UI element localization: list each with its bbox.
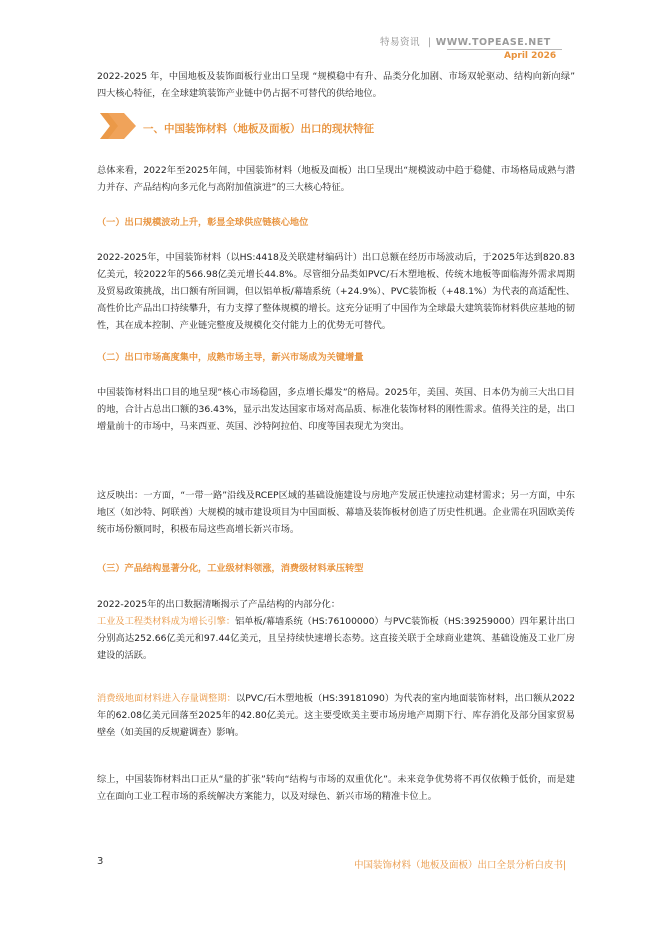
subsection-body-2a: 中国装饰材料出口目的地呈现“核心市场稳固，多点增长爆发”的格局。2025年，美国、英国、日本仍为前三大出口目的地，合计占总出口额的36.43%，显示出发达国家市场对高品质、标准化装饰材料的刚性需求。值得关注的是，出口增量前十的市场中，马来西亚、英国、沙特阿拉伯、印度等国表现尤为突出。 [97,387,575,432]
header-brand-line [380,34,551,48]
subsection-lead-3: 2022-2025年的出口数据清晰揭示了产品结构的内部分化： [97,599,341,610]
item-label-industrial: 工业及工程类材料成为增长引擎： [97,616,236,627]
item-text-consumer: 以PVC/石木塑地板（HS:39181090）为代表的室内地面装饰材料，出口额从2022年的62.08亿美元回落至2025年的42.80亿美元。这主要受欧美主要市场房地产周期下行、库存消化及部分国家贸易壁垒（如美国的反规避调查）影响。 [97,693,575,738]
subsection-title-2: （二）出口市场高度集中，成熟市场主导，新兴市场成为关键增量 [97,352,364,363]
section-title: 一、中国装饰材料（地板及面板）出口的现状特征 [143,123,374,135]
conclusion-paragraph: 综上，中国装饰材料出口正从“量的扩张”转向“结构与市场的双重优化”。未来竞争优势将不再仅依赖于低价，而是建立在面向工业工程市场的系统解决方案能力，以及对绿色、新兴市场的精准卡位上。 [97,774,575,802]
item-text-industrial: 铝单板/幕墙系统（HS:76100000）与PVC装饰板（HS:39259000）四年累计出口分别高达252.66亿美元和97.44亿美元，且呈持续快速增长态势。这直接关联于全球商业建筑、基础设施及工业厂房建设的活跃。 [97,616,575,661]
footer-doc-title: 中国装饰材料（地板及面板）出口全景分析白皮书| [354,860,567,871]
item-label-consumer: 消费级地面材料进入存量调整期： [97,693,236,704]
subsection-title-3: （三）产品结构显著分化，工业级材料领涨，消费级材料承压转型 [97,563,364,574]
brand-name: 特易资讯 [380,37,421,48]
header-divider [447,49,562,50]
subsection-body-1: 2022-2025年，中国装饰材料（以HS:4418及关联建材编码计）出口总额在经历市场波动后，于2025年达到820.83亿美元，较2022年的566.98亿美元增长44.8%。尽管细分品类如PVC/石木塑地板、传统木地板等面临海外需求周期及贸易政策挑战，出口额有所回调，但以铝单板/幕墙系统（+24.9%）、PVC装饰板（+48.1%）为代表的高适配性、高性价比产品出口持续攀升，有力支撑了整体规模的增长。这充分证明了中国作为全球最大建筑装饰材料供应基地的韧性，其在成本控制、产业链完整度及规模化交付能力上的优势无可替代。 [97,252,575,331]
subsection-title-1: （一）出口规模波动上升，彰显全球供应链核心地位 [97,217,309,228]
section-summary: 总体来看，2022年至2025年间，中国装饰材料（地板及面板）出口呈现出“规模波动中趋于稳健、市场格局成熟与潜力并存、产品结构向多元化与高附加值演进”的三大核心特征。 [97,165,575,193]
report-date: April 2026 [504,51,557,61]
structure-item-consumer [97,690,575,741]
header-separator: | [428,37,432,48]
section-arrow-icon [100,113,136,139]
subsection-body-2b: 这反映出：一方面，“一带一路”沿线及RCEP区域的基础设施建设与房地产发展正快速拉动建材需求；另一方面，中东地区（如沙特、阿联酋）大规模的城市建设项目为中国面板、幕墙及装饰板材创造了历史性机遇。企业需在巩固欧美传统市场份额同时，积极布局这些高增长新兴市场。 [97,490,575,535]
intro-paragraph: 2022-2025 年，中国地板及装饰面板行业出口呈现 “规模稳中有升、品类分化加剧、市场双轮驱动、结构向新向绿” 四大核心特征，在全球建筑装饰产业链中仍占据不可替代的供给地位。 [97,71,575,99]
structure-item-industrial [97,613,575,664]
page-number: 3 [97,856,104,867]
site-url-link[interactable]: WWW.TOPEASE.NET [435,37,551,48]
